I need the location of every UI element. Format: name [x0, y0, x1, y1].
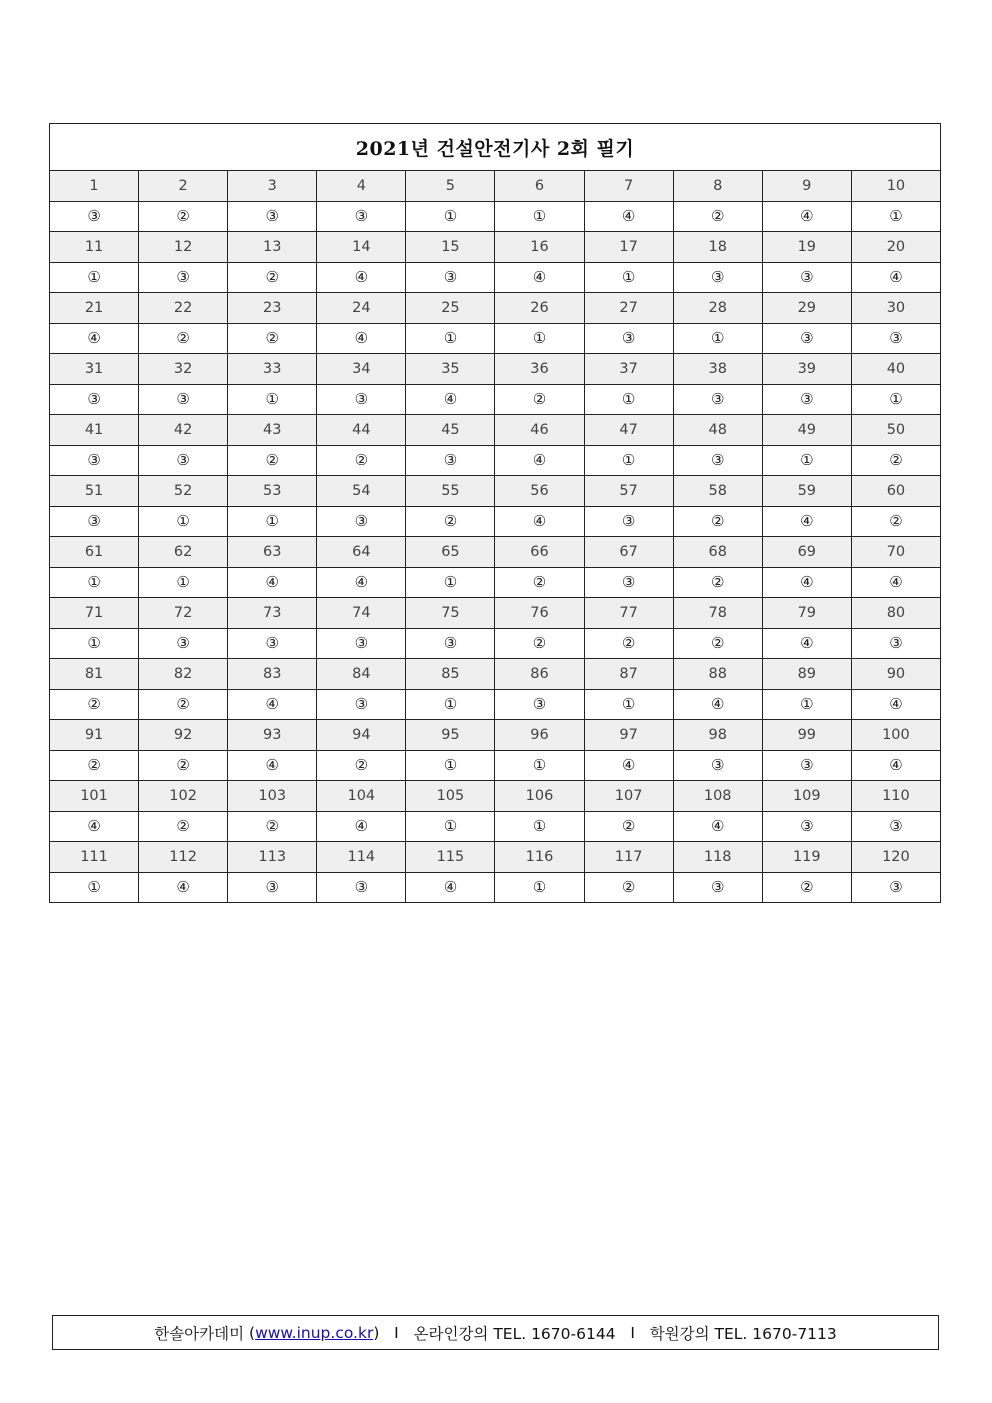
question-number: 79 — [762, 598, 851, 629]
answer-cell: ④ — [495, 506, 584, 537]
question-number: 117 — [584, 842, 673, 873]
question-number: 1 — [50, 171, 139, 202]
question-number: 87 — [584, 659, 673, 690]
answer-cell: ③ — [317, 506, 406, 537]
answer-cell: ④ — [762, 201, 851, 232]
question-number: 41 — [50, 415, 139, 446]
question-number: 53 — [228, 476, 317, 507]
answer-cell: ③ — [851, 628, 940, 659]
question-number: 76 — [495, 598, 584, 629]
answer-cell: ③ — [673, 384, 762, 415]
answer-cell: ③ — [584, 567, 673, 598]
question-number: 9 — [762, 171, 851, 202]
answer-cell: ① — [495, 323, 584, 354]
answer-cell: ④ — [228, 567, 317, 598]
answer-cell: ③ — [228, 872, 317, 903]
answer-cell: ③ — [317, 628, 406, 659]
answer-cell: ① — [584, 262, 673, 293]
answer-cell: ③ — [406, 262, 495, 293]
question-number: 83 — [228, 659, 317, 690]
answer-cell: ③ — [673, 445, 762, 476]
question-number: 84 — [317, 659, 406, 690]
answer-cell: ④ — [317, 567, 406, 598]
question-number: 49 — [762, 415, 851, 446]
academy-name: 한솔아카데미 — [154, 1324, 245, 1343]
answer-cell: ③ — [762, 262, 851, 293]
answer-cell: ② — [851, 445, 940, 476]
question-number: 86 — [495, 659, 584, 690]
question-number-row — [50, 598, 941, 629]
question-number: 19 — [762, 232, 851, 263]
answer-cell: ① — [50, 567, 139, 598]
question-number: 2 — [139, 171, 228, 202]
answer-cell: ④ — [317, 262, 406, 293]
answer-cell: ③ — [851, 811, 940, 842]
answer-cell: ④ — [851, 262, 940, 293]
answer-cell: ① — [50, 628, 139, 659]
question-number: 98 — [673, 720, 762, 751]
question-number: 26 — [495, 293, 584, 324]
answer-cell: ④ — [762, 506, 851, 537]
question-number: 113 — [228, 842, 317, 873]
question-number: 20 — [851, 232, 940, 263]
question-number: 97 — [584, 720, 673, 751]
answer-cell: ③ — [50, 445, 139, 476]
answer-cell: ① — [406, 323, 495, 354]
question-number: 80 — [851, 598, 940, 629]
answer-cell: ③ — [673, 262, 762, 293]
question-number: 17 — [584, 232, 673, 263]
question-number: 67 — [584, 537, 673, 568]
question-number: 18 — [673, 232, 762, 263]
answer-cell: ③ — [50, 201, 139, 232]
answer-cell: ① — [495, 750, 584, 781]
question-number: 40 — [851, 354, 940, 385]
question-number: 114 — [317, 842, 406, 873]
answer-row — [50, 750, 941, 781]
question-number: 102 — [139, 781, 228, 812]
answer-cell: ④ — [50, 811, 139, 842]
answer-cell: ① — [228, 384, 317, 415]
answer-cell: ① — [406, 750, 495, 781]
question-number: 58 — [673, 476, 762, 507]
answer-cell: ③ — [584, 323, 673, 354]
footer-separator: I — [615, 1323, 650, 1342]
question-number: 51 — [50, 476, 139, 507]
question-number: 39 — [762, 354, 851, 385]
question-number: 105 — [406, 781, 495, 812]
answer-row — [50, 201, 941, 232]
answer-cell: ③ — [762, 811, 851, 842]
question-number: 59 — [762, 476, 851, 507]
question-number: 42 — [139, 415, 228, 446]
question-number: 94 — [317, 720, 406, 751]
question-number-row — [50, 293, 941, 324]
answer-cell: ② — [139, 323, 228, 354]
answer-cell: ④ — [406, 872, 495, 903]
answer-row — [50, 506, 941, 537]
question-number: 8 — [673, 171, 762, 202]
answer-cell: ③ — [50, 506, 139, 537]
question-number: 37 — [584, 354, 673, 385]
answer-cell: ① — [50, 262, 139, 293]
answer-cell: ② — [584, 811, 673, 842]
answer-cell: ① — [495, 201, 584, 232]
question-number: 69 — [762, 537, 851, 568]
answer-cell: ④ — [317, 811, 406, 842]
answer-cell: ② — [139, 811, 228, 842]
question-number: 99 — [762, 720, 851, 751]
answer-cell: ③ — [762, 384, 851, 415]
question-number: 3 — [228, 171, 317, 202]
question-number: 118 — [673, 842, 762, 873]
question-number: 112 — [139, 842, 228, 873]
question-number: 27 — [584, 293, 673, 324]
answer-cell: ② — [317, 750, 406, 781]
question-number-row — [50, 842, 941, 873]
answer-cell: ① — [584, 445, 673, 476]
question-number: 29 — [762, 293, 851, 324]
question-number: 4 — [317, 171, 406, 202]
answer-cell: ② — [50, 750, 139, 781]
footer-separator: I — [379, 1323, 414, 1342]
answer-cell: ② — [406, 506, 495, 537]
question-number: 103 — [228, 781, 317, 812]
question-number: 63 — [228, 537, 317, 568]
answer-cell: ② — [495, 384, 584, 415]
answer-cell: ③ — [228, 201, 317, 232]
question-number: 81 — [50, 659, 139, 690]
question-number: 48 — [673, 415, 762, 446]
answer-cell: ③ — [406, 628, 495, 659]
answer-cell: ④ — [851, 689, 940, 720]
academy-course-phone: 학원강의 TEL. 1670-7113 — [649, 1324, 837, 1343]
footer-paren-open: ( — [244, 1323, 256, 1342]
question-number-row — [50, 659, 941, 690]
question-number: 73 — [228, 598, 317, 629]
answer-cell: ③ — [317, 689, 406, 720]
answer-cell: ④ — [851, 750, 940, 781]
answer-cell: ① — [406, 567, 495, 598]
answer-row — [50, 567, 941, 598]
answer-cell: ① — [851, 201, 940, 232]
question-number: 52 — [139, 476, 228, 507]
answer-cell: ④ — [762, 567, 851, 598]
answer-cell: ③ — [317, 201, 406, 232]
question-number: 120 — [851, 842, 940, 873]
answer-cell: ③ — [762, 323, 851, 354]
question-number: 91 — [50, 720, 139, 751]
answer-cell: ① — [139, 506, 228, 537]
answer-cell: ③ — [406, 445, 495, 476]
answer-cell: ④ — [317, 323, 406, 354]
question-number-row — [50, 781, 941, 812]
answer-row — [50, 811, 941, 842]
answer-cell: ④ — [495, 445, 584, 476]
question-number: 44 — [317, 415, 406, 446]
question-number: 32 — [139, 354, 228, 385]
question-number-row — [50, 171, 941, 202]
answer-cell: ② — [673, 506, 762, 537]
question-number: 22 — [139, 293, 228, 324]
answer-cell: ② — [673, 567, 762, 598]
question-number: 66 — [495, 537, 584, 568]
answer-cell: ① — [584, 384, 673, 415]
question-number: 106 — [495, 781, 584, 812]
answer-cell: ② — [495, 628, 584, 659]
question-number: 82 — [139, 659, 228, 690]
question-number: 35 — [406, 354, 495, 385]
question-number: 85 — [406, 659, 495, 690]
footer-paren-close: ) — [373, 1323, 380, 1342]
answer-cell: ① — [50, 872, 139, 903]
question-number: 78 — [673, 598, 762, 629]
question-number: 55 — [406, 476, 495, 507]
answer-cell: ② — [317, 445, 406, 476]
answer-cell: ① — [584, 689, 673, 720]
question-number: 115 — [406, 842, 495, 873]
question-number: 50 — [851, 415, 940, 446]
answer-row — [50, 262, 941, 293]
answer-cell: ① — [228, 506, 317, 537]
answer-row — [50, 689, 941, 720]
question-number: 109 — [762, 781, 851, 812]
answer-cell: ③ — [317, 872, 406, 903]
question-number: 45 — [406, 415, 495, 446]
question-number: 93 — [228, 720, 317, 751]
question-number: 107 — [584, 781, 673, 812]
question-number: 5 — [406, 171, 495, 202]
answer-cell: ③ — [317, 384, 406, 415]
question-number: 34 — [317, 354, 406, 385]
answer-cell: ② — [673, 628, 762, 659]
question-number: 10 — [851, 171, 940, 202]
answer-cell: ② — [762, 872, 851, 903]
answer-cell: ② — [139, 750, 228, 781]
answer-cell: ④ — [673, 689, 762, 720]
question-number: 68 — [673, 537, 762, 568]
answer-cell: ④ — [406, 384, 495, 415]
answer-row — [50, 445, 941, 476]
answer-cell: ③ — [495, 689, 584, 720]
footer-bar — [52, 1315, 939, 1350]
answer-cell: ③ — [673, 872, 762, 903]
answer-cell: ③ — [851, 872, 940, 903]
question-number: 15 — [406, 232, 495, 263]
answer-cell: ② — [228, 262, 317, 293]
answer-cell: ② — [228, 445, 317, 476]
question-number: 7 — [584, 171, 673, 202]
answer-cell: ③ — [584, 506, 673, 537]
question-number: 64 — [317, 537, 406, 568]
table-title: 2021년 건설안전기사 2회 필기 — [50, 124, 941, 171]
answer-cell: ② — [584, 872, 673, 903]
question-number: 14 — [317, 232, 406, 263]
question-number: 25 — [406, 293, 495, 324]
question-number: 36 — [495, 354, 584, 385]
answer-cell: ③ — [673, 750, 762, 781]
answer-cell: ③ — [50, 384, 139, 415]
answer-cell: ④ — [584, 750, 673, 781]
question-number: 71 — [50, 598, 139, 629]
question-number: 61 — [50, 537, 139, 568]
website-link[interactable]: www.inup.co.kr — [255, 1323, 374, 1342]
answer-cell: ① — [406, 201, 495, 232]
answer-cell: ① — [851, 384, 940, 415]
answer-row — [50, 628, 941, 659]
answer-cell: ③ — [139, 384, 228, 415]
answer-cell: ③ — [851, 323, 940, 354]
question-number: 74 — [317, 598, 406, 629]
answer-cell: ② — [584, 628, 673, 659]
question-number: 31 — [50, 354, 139, 385]
question-number: 28 — [673, 293, 762, 324]
answer-cell: ① — [762, 689, 851, 720]
answer-cell: ④ — [495, 262, 584, 293]
question-number-row — [50, 415, 941, 446]
answer-cell: ④ — [762, 628, 851, 659]
answer-cell: ③ — [228, 628, 317, 659]
answer-cell: ④ — [584, 201, 673, 232]
answer-row — [50, 384, 941, 415]
question-number: 70 — [851, 537, 940, 568]
answer-cell: ② — [228, 811, 317, 842]
question-number: 111 — [50, 842, 139, 873]
answer-cell: ② — [673, 201, 762, 232]
question-number: 62 — [139, 537, 228, 568]
answer-cell: ④ — [139, 872, 228, 903]
question-number: 30 — [851, 293, 940, 324]
question-number: 23 — [228, 293, 317, 324]
question-number: 116 — [495, 842, 584, 873]
answer-cell: ② — [851, 506, 940, 537]
question-number: 90 — [851, 659, 940, 690]
question-number: 108 — [673, 781, 762, 812]
answer-cell: ① — [139, 567, 228, 598]
question-number-row — [50, 354, 941, 385]
answer-cell: ① — [406, 689, 495, 720]
question-number: 89 — [762, 659, 851, 690]
answer-cell: ① — [406, 811, 495, 842]
question-number: 56 — [495, 476, 584, 507]
question-number: 47 — [584, 415, 673, 446]
question-number: 65 — [406, 537, 495, 568]
question-number: 12 — [139, 232, 228, 263]
answer-cell: ① — [762, 445, 851, 476]
answer-cell: ② — [228, 323, 317, 354]
online-course-phone: 온라인강의 TEL. 1670-6144 — [413, 1324, 616, 1343]
answer-cell: ② — [50, 689, 139, 720]
question-number: 6 — [495, 171, 584, 202]
question-number: 104 — [317, 781, 406, 812]
question-number: 119 — [762, 842, 851, 873]
answer-cell: ② — [139, 689, 228, 720]
question-number: 101 — [50, 781, 139, 812]
answer-cell: ③ — [139, 262, 228, 293]
answer-row — [50, 323, 941, 354]
question-number: 100 — [851, 720, 940, 751]
question-number: 95 — [406, 720, 495, 751]
question-number: 88 — [673, 659, 762, 690]
answer-cell: ④ — [50, 323, 139, 354]
question-number: 24 — [317, 293, 406, 324]
answer-cell: ② — [139, 201, 228, 232]
question-number-row — [50, 720, 941, 751]
question-number-row — [50, 476, 941, 507]
answer-cell: ③ — [139, 628, 228, 659]
question-number: 54 — [317, 476, 406, 507]
answer-cell: ④ — [851, 567, 940, 598]
question-number: 38 — [673, 354, 762, 385]
question-number: 77 — [584, 598, 673, 629]
question-number: 57 — [584, 476, 673, 507]
answer-cell: ① — [495, 811, 584, 842]
answer-cell: ④ — [228, 750, 317, 781]
question-number-row — [50, 232, 941, 263]
question-number: 72 — [139, 598, 228, 629]
question-number-row — [50, 537, 941, 568]
question-number: 33 — [228, 354, 317, 385]
question-number: 46 — [495, 415, 584, 446]
answer-cell: ③ — [139, 445, 228, 476]
question-number: 21 — [50, 293, 139, 324]
question-number: 16 — [495, 232, 584, 263]
question-number: 75 — [406, 598, 495, 629]
answer-cell: ① — [673, 323, 762, 354]
answer-cell: ④ — [228, 689, 317, 720]
question-number: 11 — [50, 232, 139, 263]
answer-cell: ② — [495, 567, 584, 598]
question-number: 43 — [228, 415, 317, 446]
question-number: 110 — [851, 781, 940, 812]
answer-table — [49, 123, 941, 903]
question-number: 13 — [228, 232, 317, 263]
question-number: 60 — [851, 476, 940, 507]
answer-row — [50, 872, 941, 903]
question-number: 96 — [495, 720, 584, 751]
question-number: 92 — [139, 720, 228, 751]
answer-cell: ③ — [762, 750, 851, 781]
answer-cell: ① — [495, 872, 584, 903]
answer-cell: ④ — [673, 811, 762, 842]
